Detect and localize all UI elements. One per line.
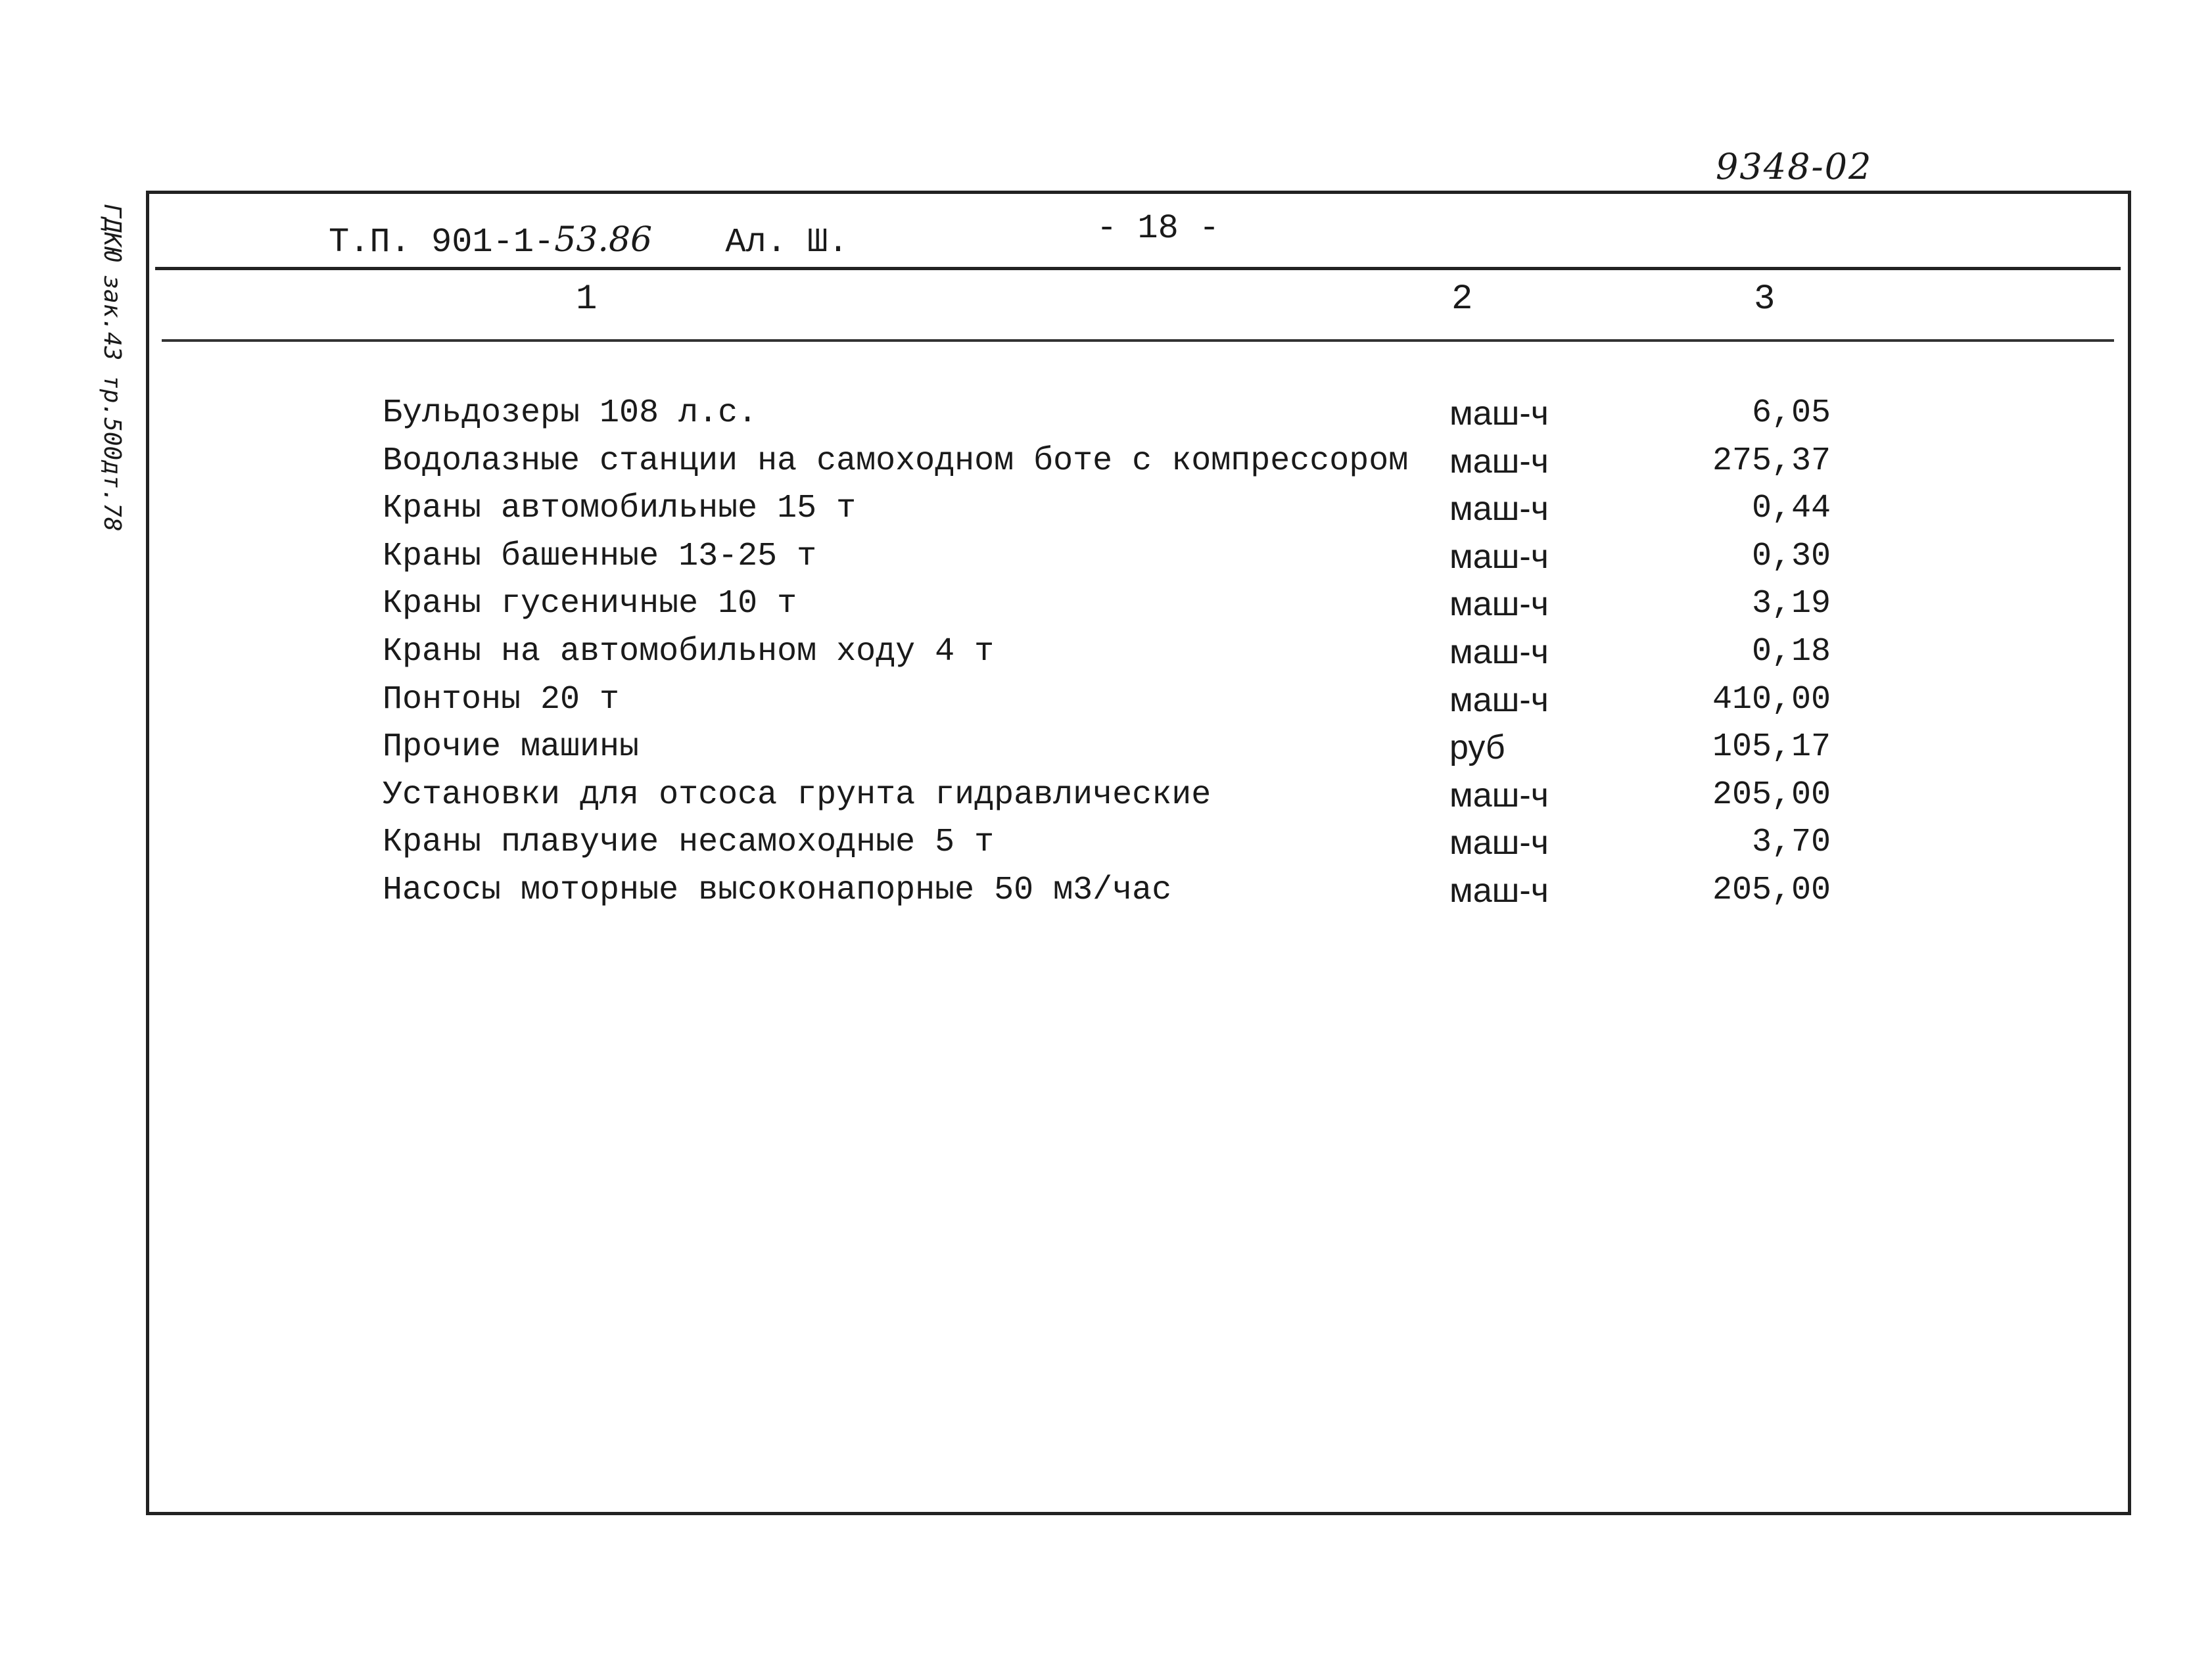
column-header-1: 1 <box>576 279 598 319</box>
column-header-3: 3 <box>1754 279 1776 319</box>
header-divider <box>155 267 2121 270</box>
row-value: 0,18 <box>1751 632 1831 670</box>
table-row <box>0 867 2212 915</box>
row-name: Краны на автомобильном ходу 4 т <box>383 632 995 670</box>
row-unit: руб <box>1449 728 1505 767</box>
table-row <box>0 819 2212 867</box>
album-label: Ал. Ш. <box>725 223 849 262</box>
table-row <box>0 628 2212 676</box>
row-unit: маш-ч <box>1449 394 1549 433</box>
row-value: 3,19 <box>1751 585 1831 623</box>
row-value: 0,30 <box>1751 537 1831 575</box>
row-value: 205,00 <box>1712 871 1831 909</box>
document-code-number: 53.86 <box>554 220 653 260</box>
row-name: Понтоны 20 т <box>383 680 620 718</box>
row-value: 6,05 <box>1751 394 1831 432</box>
column-header-divider <box>162 339 2114 342</box>
row-name: Краны плавучие несамоходные 5 т <box>383 824 995 862</box>
row-unit: маш-ч <box>1449 871 1549 910</box>
document-code-prefix: Т.П. 901-1- <box>329 223 555 262</box>
row-name: Краны башенные 13-25 т <box>383 537 817 575</box>
row-name: Краны гусеничные 10 т <box>383 585 797 623</box>
row-value: 0,44 <box>1751 490 1831 528</box>
machine-table <box>0 390 2212 915</box>
row-unit: маш-ч <box>1449 537 1549 576</box>
inventory-number: 9348-02 <box>1716 146 1873 187</box>
table-row <box>0 676 2212 724</box>
table-row <box>0 438 2212 486</box>
row-value: 205,00 <box>1712 776 1831 814</box>
row-value: 410,00 <box>1712 680 1831 718</box>
column-header-2: 2 <box>1451 279 1473 319</box>
table-row <box>0 772 2212 820</box>
table-row <box>0 533 2212 581</box>
table-row <box>0 485 2212 533</box>
row-name: Бульдозеры 108 л.с. <box>383 394 758 432</box>
row-unit: маш-ч <box>1449 442 1549 481</box>
row-value: 275,37 <box>1712 442 1831 480</box>
row-value: 105,17 <box>1712 728 1831 766</box>
table-row <box>0 390 2212 438</box>
row-name: Водолазные станции на самоходном боте с компрессором <box>383 442 1409 480</box>
row-name: Установки для отсоса грунта гидравлические <box>383 776 1212 814</box>
document-code <box>329 220 849 262</box>
table-row <box>0 724 2212 772</box>
row-value: 3,70 <box>1751 824 1831 862</box>
page-number: - 18 - <box>1096 209 1220 248</box>
row-unit: маш-ч <box>1449 824 1549 862</box>
row-unit: маш-ч <box>1449 632 1549 671</box>
row-unit: маш-ч <box>1449 490 1549 529</box>
row-name: Насосы моторные высоконапорные 50 м3/час <box>383 871 1172 909</box>
row-name: Прочие машины <box>383 728 640 766</box>
row-name: Краны автомобильные 15 т <box>383 490 857 528</box>
row-unit: маш-ч <box>1449 585 1549 624</box>
table-row <box>0 580 2212 628</box>
row-unit: маш-ч <box>1449 680 1549 719</box>
side-stamp: ГДКЮ зак.43 тр.500дт.78 <box>99 204 126 532</box>
row-unit: маш-ч <box>1449 776 1549 814</box>
